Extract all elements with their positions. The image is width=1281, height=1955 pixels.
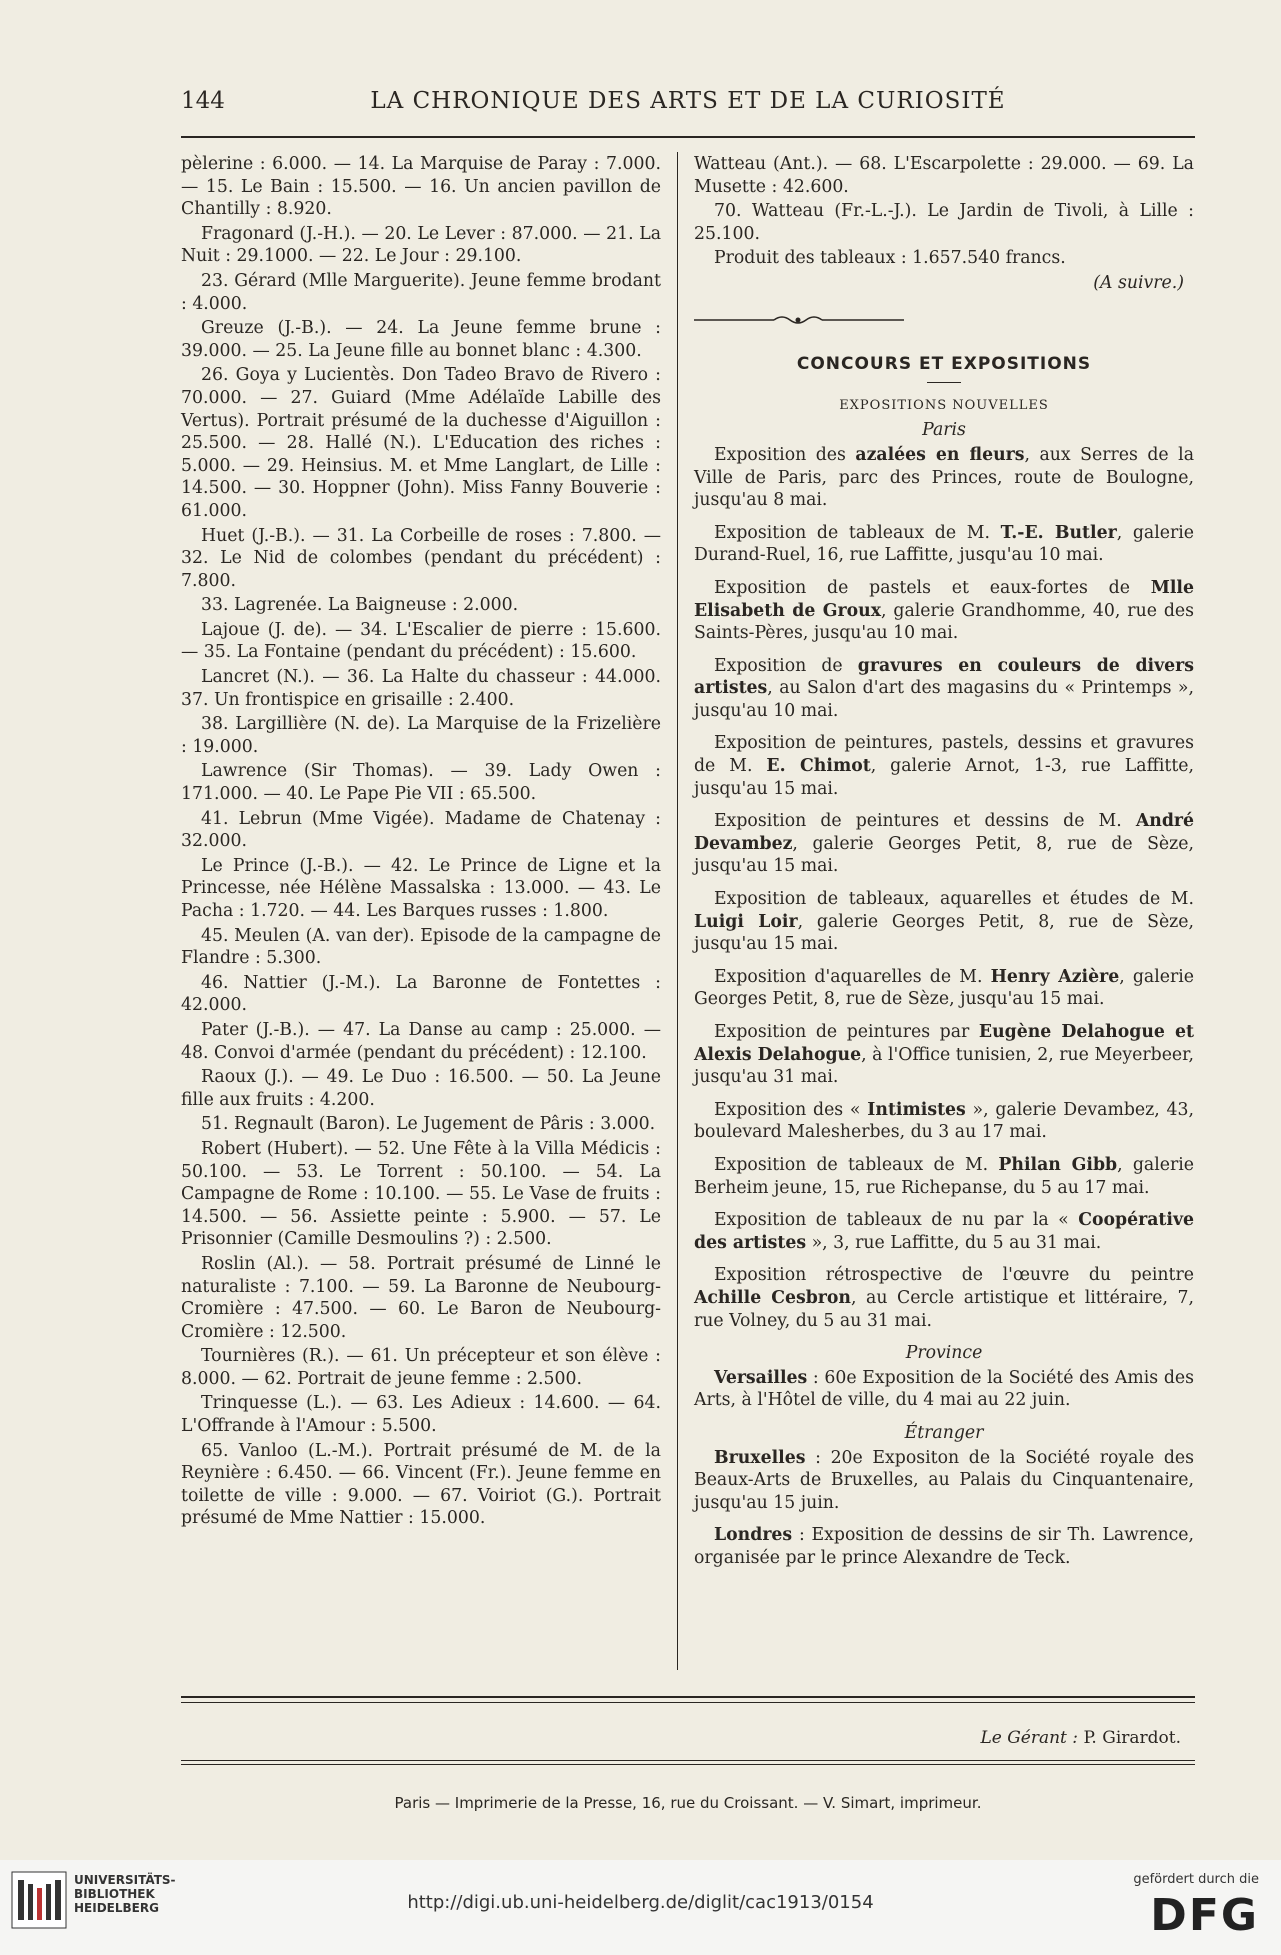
- entry-highlight: Eugène Delahogue et Alexis Delahogue: [694, 1022, 1194, 1065]
- etranger-heading: Étranger: [904, 1422, 984, 1443]
- exposition-entry: [694, 577, 1194, 645]
- entry-text: : 60e Exposition de la Société des Amis des Arts, à l'Hôtel de ville, du 4 mai au 22 juin.: [694, 1367, 1194, 1411]
- uni-line-3: HEIDELBERG: [74, 1901, 159, 1915]
- sale-entry: 33. Lagrenée. La Baigneuse : 2.000.: [201, 595, 519, 616]
- funded-by-label: gefördert durch die: [1133, 1872, 1259, 1887]
- entry-text: , au Salon d'art des magasins du « Printemps », jusqu'au 10 mai.: [694, 678, 1194, 721]
- entry-text: Exposition de: [714, 655, 858, 676]
- province-heading: Province: [905, 1343, 983, 1364]
- entry-text: Exposition de tableaux, aquarelles et études de M.: [714, 889, 1194, 910]
- entry-highlight: Henry Azière: [990, 966, 1120, 987]
- sale-entry: Trinquesse (L.). — 63. Les Adieux : 14.600. — 64. L'Offrande à l'Amour : 5.500.: [181, 1393, 661, 1437]
- exposition-list: [694, 444, 1194, 1332]
- exposition-entry: [694, 522, 1194, 567]
- exposition-entry: [694, 888, 1194, 956]
- entry-highlight: Versailles: [714, 1367, 808, 1388]
- province-list: [694, 1367, 1194, 1412]
- running-title: LA CHRONIQUE DES ARTS ET DE LA CURIOSITÉ: [370, 88, 1006, 114]
- entry-text: Exposition rétrospective de l'œuvre du peintre: [714, 1265, 1194, 1286]
- entry-text: , galerie Georges Petit, 8, rue de Sèze, jusqu'au 15 mai.: [694, 966, 1194, 1010]
- dfg-logo: DFG: [1150, 1890, 1259, 1941]
- a-suivre: (A suivre.): [1093, 272, 1184, 293]
- entry-text: », 3, rue Laffitte, du 5 au 31 mai.: [806, 1232, 1102, 1253]
- sale-entry: 45. Meulen (A. van der). Episode de la campagne de Flandre : 5.300.: [181, 925, 661, 969]
- uni-line-2: BIBLIOTHEK: [74, 1887, 155, 1901]
- entry-highlight: Philan Gibb: [998, 1154, 1118, 1175]
- exposition-entry: [694, 732, 1194, 800]
- entry-text: Exposition d'aquarelles de M.: [714, 966, 991, 987]
- entry-text: , galerie Georges Petit, 8, rue de Sèze, jusqu'au 15 mai.: [694, 833, 1194, 877]
- entry-highlight: gravures en couleurs de divers artistes: [694, 655, 1194, 699]
- sale-entry: Fragonard (J.-H.). — 20. Le Lever : 87.000. — 21. La Nuit : 29.1000. — 22. Le Jour : 29.100.: [181, 223, 661, 267]
- gerant-name: P. Girardot.: [1083, 1728, 1181, 1748]
- exposition-entry: [694, 1021, 1194, 1089]
- printer-imprint: Paris — Imprimerie de la Presse, 16, rue du Croissant. — V. Simart, imprimeur.: [394, 1794, 982, 1812]
- entry-text: : 20e Expositon de la Société royale des Beaux-Arts de Bruxelles, au Palais du Cinquantenaire, jusqu'au 15 juin.: [694, 1447, 1194, 1513]
- continuation-text: Watteau (Ant.). — 68. L'Escarpolette : 29.000. — 69. La Musette : 42.600.: [694, 154, 1194, 197]
- entry-text: , galerie Grandhomme, 40, rue des Saints-Pères, jusqu'au 10 mai.: [694, 600, 1194, 644]
- entry-text: Exposition de peintures et dessins de M.: [714, 811, 1136, 832]
- entry-text: Exposition de tableaux de nu par la «: [714, 1210, 1079, 1231]
- sale-entry: Roslin (Al.). — 58. Portrait présumé de Linné le naturaliste : 7.100. — 59. La Baronne de Neubourg-Cromière : 47.500. — 60. Le Baron de Neubourg-Cromière : 12.500.: [181, 1253, 661, 1342]
- entry-text: », galerie Devambez, 43, boulevard Malesherbes, du 3 au 17 mai.: [694, 1099, 1194, 1143]
- entry-highlight: Londres: [714, 1525, 793, 1546]
- sale-entry: 41. Lebrun (Mme Vigée). Madame de Chatenay : 32.000.: [181, 808, 661, 852]
- entry-highlight: Bruxelles: [714, 1447, 806, 1468]
- uni-line-1: UNIVERSITÄTS-: [74, 1873, 176, 1887]
- entry-text: : Exposition de dessins de sir Th. Lawrence, organisée par le prince Alexandre de Teck.: [694, 1525, 1194, 1568]
- exposition-entry: [694, 444, 1194, 512]
- entry-highlight: Luigi Loir: [694, 911, 798, 932]
- entry-highlight: T.-E. Butler: [1000, 522, 1117, 543]
- sale-entry: Raoux (J.). — 49. Le Duo : 16.500. — 50. La Jeune fille aux fruits : 4.200.: [181, 1067, 661, 1110]
- source-url[interactable]: http://digi.ub.uni-heidelberg.de/diglit/cac1913/0154: [407, 1892, 874, 1913]
- sale-entry: Lajoue (J. de). — 34. L'Escalier de pierre : 15.600. — 35. La Fontaine (pendant du précédent) : 15.600.: [181, 619, 661, 663]
- item-70: 70. Watteau (Fr.-L.-J.). Le Jardin de Tivoli, à Lille : 25.100.: [694, 201, 1194, 244]
- produit-total: Produit des tableaux : 1.657.540 francs.: [714, 248, 1066, 269]
- footer-rule-mid: [181, 1760, 1195, 1761]
- header-rule: [181, 136, 1195, 138]
- sale-entry: 51. Regnault (Baron). Le Jugement de Pâris : 3.000.: [201, 1114, 656, 1135]
- section-subtitle: EXPOSITIONS NOUVELLES: [839, 397, 1049, 413]
- page-header: [181, 88, 1195, 128]
- sale-entry: 26. Goya y Lucientès. Don Tadeo Bravo de Rivero : 70.000. — 27. Guiard (Mme Adélaïde Labille des Vertus). Portrait présumé de la duchesse d'Aiguillon : 25.500. — 28. Hallé (N.). L'Education des riches : 5.000. — 29. Heinsius. M. et Mme Langlart, de Lille : 14.500. — 30. Hoppner (John). Miss Fanny Bouverie : 61.000.: [181, 365, 661, 521]
- entry-text: Exposition des: [714, 444, 856, 465]
- exposition-entry: [694, 966, 1194, 1011]
- footer-rule-top: [181, 1696, 1195, 1698]
- entry-text: Exposition de peintures par: [714, 1022, 979, 1042]
- sale-entry: Greuze (J.-B.). — 24. La Jeune femme brune : 39.000. — 25. La Jeune fille au bonnet blanc : 4.300.: [181, 318, 661, 361]
- entry-text: Exposition de tableaux de M.: [714, 522, 1001, 543]
- sale-entry: Huet (J.-B.). — 31. La Corbeille de roses : 7.800. — 32. Le Nid de colombes (pendant du précédent) : 7.800.: [181, 525, 661, 591]
- footer-rule-top-thin: [181, 1702, 1195, 1703]
- section-title: CONCOURS ET EXPOSITIONS: [796, 354, 1092, 375]
- sale-entry: 46. Nattier (J.-M.). La Baronne de Fontettes : 42.000.: [181, 972, 661, 1016]
- entry-text: , à l'Office tunisien, 2, rue Meyerbeer, jusqu'au 31 mai.: [694, 1044, 1194, 1088]
- left-column: [181, 153, 661, 1532]
- entry-text: , galerie Berheim jeune, 15, rue Richepanse, du 5 au 17 mai.: [694, 1154, 1194, 1198]
- entry-highlight: André Devambez: [694, 811, 1194, 854]
- sale-entry: 23. Gérard (Mlle Marguerite). Jeune femme brodant : 4.000.: [181, 270, 661, 314]
- entry-highlight: azalées en fleurs: [855, 444, 1025, 465]
- sale-entry: 38. Largillière (N. de). La Marquise de la Frizelière : 19.000.: [181, 714, 661, 757]
- column-divider: [677, 152, 678, 1670]
- gerant-line: [181, 1728, 1181, 1748]
- sale-entry: Pater (J.-B.). — 47. La Danse au camp : 25.000. — 48. Convoi d'armée (pendant du précédent) : 12.100.: [181, 1019, 661, 1063]
- sale-entry: Robert (Hubert). — 52. Une Fête à la Villa Médicis : 50.100. — 53. Le Torrent : 50.100. — 54. La Campagne de Rome : 10.100. — 55. Le Vase de fruits : 14.500. — 56. Assiette peinte : 5.900. — 57. Le Prisonnier (Camille Desmoulins ?) : 2.500.: [181, 1138, 661, 1250]
- right-column: [694, 153, 1194, 1579]
- entry-highlight: Intimistes: [867, 1099, 966, 1120]
- entry-text: Exposition de pastels et eaux-fortes de: [714, 577, 1151, 598]
- sale-entry: Tournières (R.). — 61. Un précepteur et son élève : 8.000. — 62. Portrait de jeune femme : 2.500.: [181, 1346, 661, 1389]
- exposition-entry: [694, 1447, 1194, 1515]
- entry-text: , galerie Georges Petit, 8, rue de Sèze, jusqu'au 15 mai.: [694, 911, 1194, 955]
- sale-entry: 65. Vanloo (L.-M.). Portrait présumé de M. de la Reynière : 6.450. — 66. Vincent (Fr.). Jeune femme en toilette de ville : 9.000. — 67. Voiriot (G.). Portrait présumé de Mme Nattier : 15.000.: [181, 1440, 661, 1529]
- exposition-entry: [694, 1099, 1194, 1144]
- entry-highlight: E. Chimot: [766, 756, 871, 777]
- section-dash: [927, 382, 961, 383]
- sale-entry: Lancret (N.). — 36. La Halte du chasseur : 44.000. 37. Un frontispice en grisaille : 2.400.: [181, 667, 661, 710]
- gerant-label: Le Gérant :: [980, 1728, 1079, 1748]
- entry-text: , au Cercle artistique et littéraire, 7, rue Volney, du 5 au 31 mai.: [694, 1287, 1194, 1331]
- entry-highlight: Achille Cesbron: [694, 1287, 852, 1308]
- entry-text: , galerie Arnot, 1-3, rue Laffitte, jusqu'au 15 mai.: [694, 756, 1194, 799]
- entry-highlight: Mlle Elisabeth de Groux: [694, 577, 1194, 621]
- entry-text: Exposition de peintures, pastels, dessins et gravures de M.: [694, 733, 1194, 777]
- entry-text: , aux Serres de la Ville de Paris, parc des Princes, route de Boulogne, jusqu'au 8 mai.: [694, 444, 1194, 511]
- page-number: 144: [181, 88, 225, 114]
- footer-rule-mid2: [181, 1764, 1195, 1765]
- exposition-entry: [694, 1264, 1194, 1332]
- exposition-entry: [694, 1209, 1194, 1254]
- entry-highlight: Coopérative des artistes: [694, 1210, 1194, 1253]
- ornament-divider: [694, 313, 904, 327]
- exposition-entry: [694, 1524, 1194, 1569]
- digitization-bar: [0, 1860, 1281, 1955]
- etranger-list: [694, 1447, 1194, 1570]
- paris-heading: Paris: [922, 420, 966, 441]
- exposition-entry: [694, 1154, 1194, 1199]
- exposition-entry: [694, 655, 1194, 723]
- entry-text: Exposition des «: [714, 1099, 868, 1120]
- entry-text: , galerie Durand-Ruel, 16, rue Laffitte, jusqu'au 10 mai.: [694, 522, 1194, 566]
- exposition-entry: [694, 1367, 1194, 1412]
- exposition-entry: [694, 810, 1194, 878]
- entry-text: Exposition de tableaux de M.: [714, 1154, 999, 1175]
- sale-entry: Lawrence (Sir Thomas). — 39. Lady Owen : 171.000. — 40. Le Pape Pie VII : 65.500.: [181, 761, 661, 805]
- sale-entry: pèlerine : 6.000. — 14. La Marquise de Paray : 7.000. — 15. Le Bain : 15.500. — 16. Un ancien pavillon de Chantilly : 8.920.: [181, 154, 661, 220]
- sale-entry: Le Prince (J.-B.). — 42. Le Prince de Ligne et la Princesse, née Hélène Massalska : 13.000. — 43. Le Pacha : 1.720. — 44. Les Barques russes : 1.800.: [181, 855, 661, 921]
